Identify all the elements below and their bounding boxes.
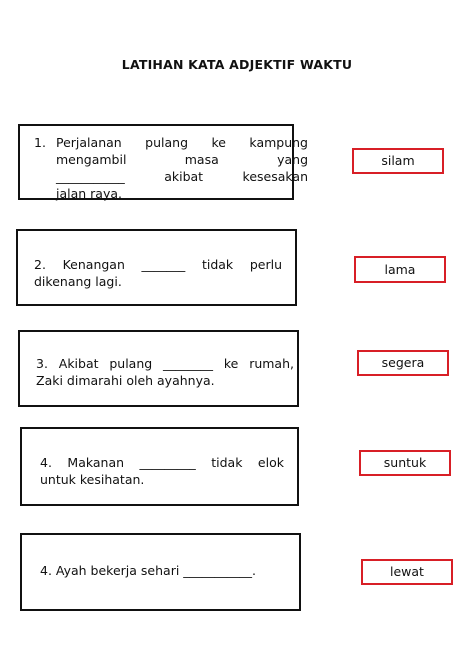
question-3-line: Zaki dimarahi oleh ayahnya. [36, 373, 215, 388]
question-box-5 [20, 533, 301, 611]
question-text-1 [56, 126, 308, 202]
option-segera[interactable]: segera [357, 350, 449, 376]
option-suntuk[interactable]: suntuk [359, 450, 451, 476]
question-2-line: 2. Kenangan _______ tidak perlu [34, 257, 282, 272]
question-4-line: 4. Makanan _________ tidak elok [40, 455, 284, 470]
question-5-line: 4. Ayah bekerja sehari ___________. [40, 563, 257, 578]
page-title: LATIHAN KATA ADJEKTIF WAKTU [121, 57, 353, 72]
option-lama[interactable]: lama [354, 256, 446, 283]
question-box-1 [18, 124, 308, 201]
question-3-line: 3. Akibat pulang ________ ke rumah, [36, 356, 294, 371]
question-1-line: Perjalanan pulang ke kampung [56, 135, 308, 150]
question-text-3 [36, 355, 294, 389]
question-text-2 [34, 256, 282, 290]
option-lewat[interactable]: lewat [361, 559, 453, 585]
question-number-1: 1. [34, 135, 46, 150]
option-silam[interactable]: silam [352, 148, 444, 174]
question-1-line: jalan raya. [56, 186, 122, 201]
question-1-line: mengambil masa yang [56, 152, 308, 167]
question-box-4 [20, 427, 299, 506]
question-2-line: dikenang lagi. [34, 274, 122, 289]
question-text-4 [40, 454, 284, 488]
question-4-line: untuk kesihatan. [40, 472, 145, 487]
question-box-2 [16, 229, 297, 306]
question-1-line: ___________ akibat kesesakan [56, 169, 308, 184]
question-text-5 [40, 562, 290, 579]
question-box-3 [18, 330, 299, 407]
